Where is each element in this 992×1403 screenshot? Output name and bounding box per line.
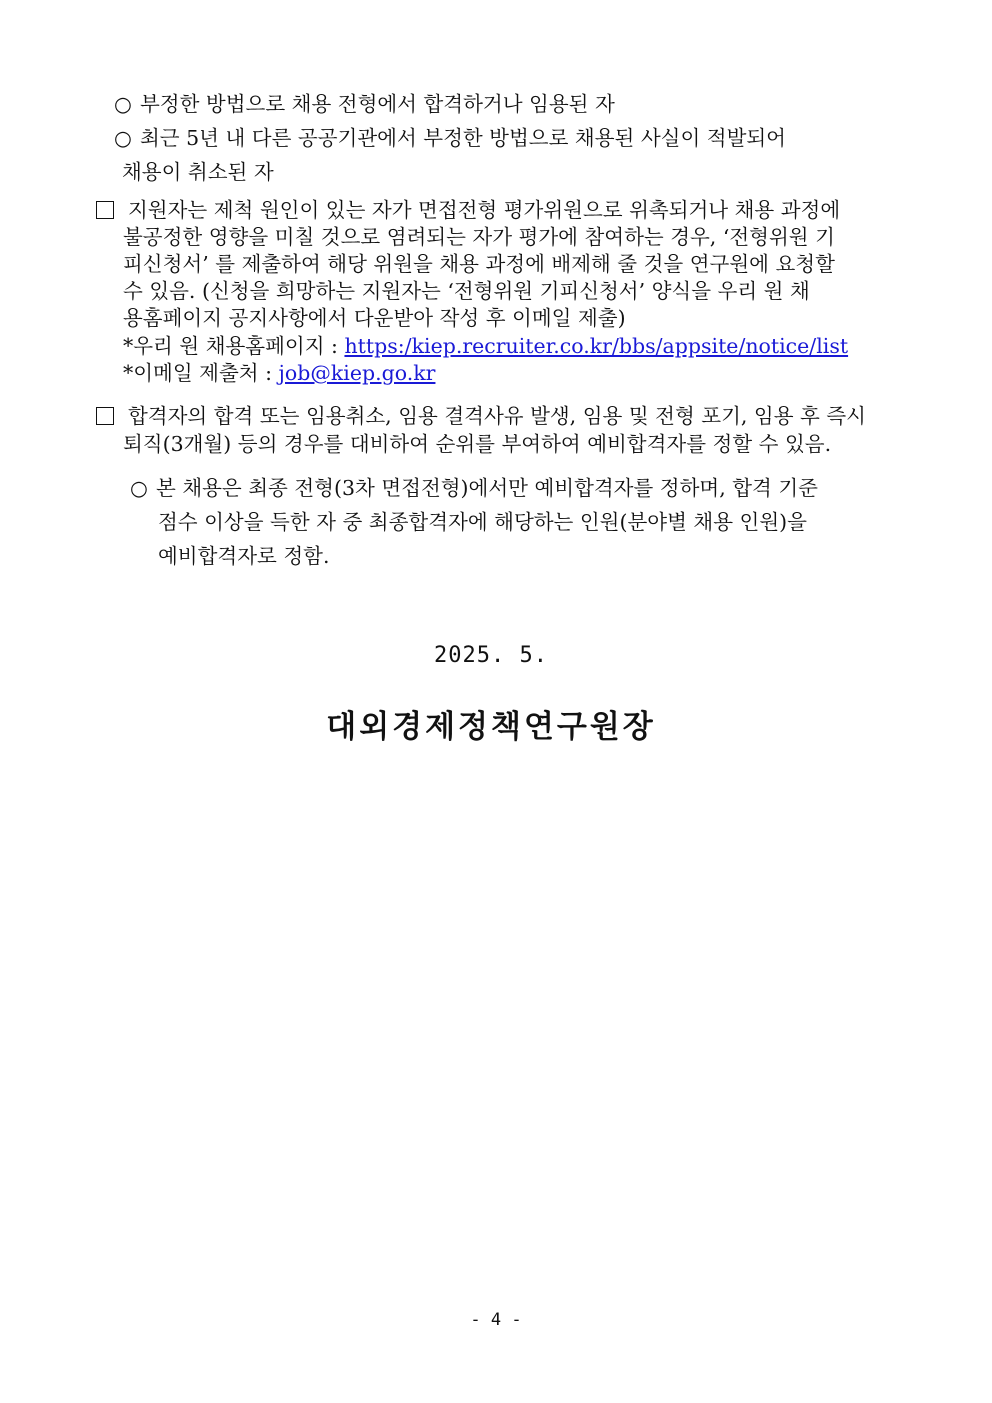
recusal-paragraph-line-3: 피신청서’ 를 제출하여 해당 위원을 채용 과정에 배제해 줄 것을 연구원에 요청할 xyxy=(123,252,835,276)
reserve-sub-text-1: 본 채용은 최종 전형(3차 면접전형)에서만 예비합격자를 정하며, 합격 기준 xyxy=(156,476,818,500)
circle-bullet-icon: ○ xyxy=(130,476,148,500)
reserve-sub-line-3: 예비합격자로 정함. xyxy=(158,544,330,568)
homepage-line xyxy=(123,332,848,360)
recusal-paragraph-line-4: 수 있음. (신청을 희망하는 지원자는 ‘전형위원 기피신청서’ 양식을 우리 원 채 xyxy=(123,279,810,303)
reserve-text-1: 합격자의 합격 또는 임용취소, 임용 결격사유 발생, 임용 및 전형 포기, 임용 후 즉시 xyxy=(128,404,866,428)
issuer-title: 대외경제정책연구원장 xyxy=(326,709,656,745)
reserve-sub-item xyxy=(130,474,818,502)
recusal-paragraph-line-2: 불공정한 영향을 미칠 것으로 염려되는 자가 평가에 참여하는 경우, ‘전형위원 기 xyxy=(123,225,835,249)
disqualify-item-1-text: 부정한 방법으로 채용 전형에서 합격하거나 임용된 자 xyxy=(140,92,615,116)
homepage-link[interactable]: https:/kiep.recruiter.co.kr/bbs/appsite/notice/list xyxy=(344,334,849,358)
circle-bullet-icon: ○ xyxy=(114,92,132,116)
email-label: *이메일 제출처 : xyxy=(123,361,279,385)
reserve-sub-line-2: 점수 이상을 득한 자 중 최종합격자에 해당하는 인원(분야별 채용 인원)을 xyxy=(158,510,807,534)
disqualify-item-2 xyxy=(114,124,786,152)
reserve-paragraph-line-1 xyxy=(96,402,866,430)
reserve-paragraph-line-2: 퇴직(3개월) 등의 경우를 대비하여 순위를 부여하여 예비합격자를 정할 수 있음. xyxy=(123,432,832,456)
recusal-paragraph-line-5: 용홈페이지 공지사항에서 다운받아 작성 후 이메일 제출) xyxy=(123,306,626,330)
disqualify-item-1 xyxy=(114,90,615,118)
checkbox-square-icon xyxy=(96,201,114,219)
email-link[interactable]: job@kiep.go.kr xyxy=(278,361,436,385)
page-number: - 4 - xyxy=(470,1310,522,1330)
circle-bullet-icon: ○ xyxy=(114,126,132,150)
homepage-label: *우리 원 채용홈페이지 : xyxy=(123,334,345,358)
disqualify-item-2-text: 최근 5년 내 다른 공공기관에서 부정한 방법으로 채용된 사실이 적발되어 xyxy=(140,126,786,150)
issue-date: 2025. 5. xyxy=(434,643,548,668)
checkbox-square-icon xyxy=(96,407,114,425)
recusal-text-1: 지원자는 제척 원인이 있는 자가 면접전형 평가위원으로 위촉되거나 채용 과정에 xyxy=(128,198,841,222)
email-line xyxy=(123,359,435,387)
recusal-paragraph-line-1 xyxy=(96,196,840,224)
disqualify-item-2-cont: 채용이 취소된 자 xyxy=(122,160,274,184)
